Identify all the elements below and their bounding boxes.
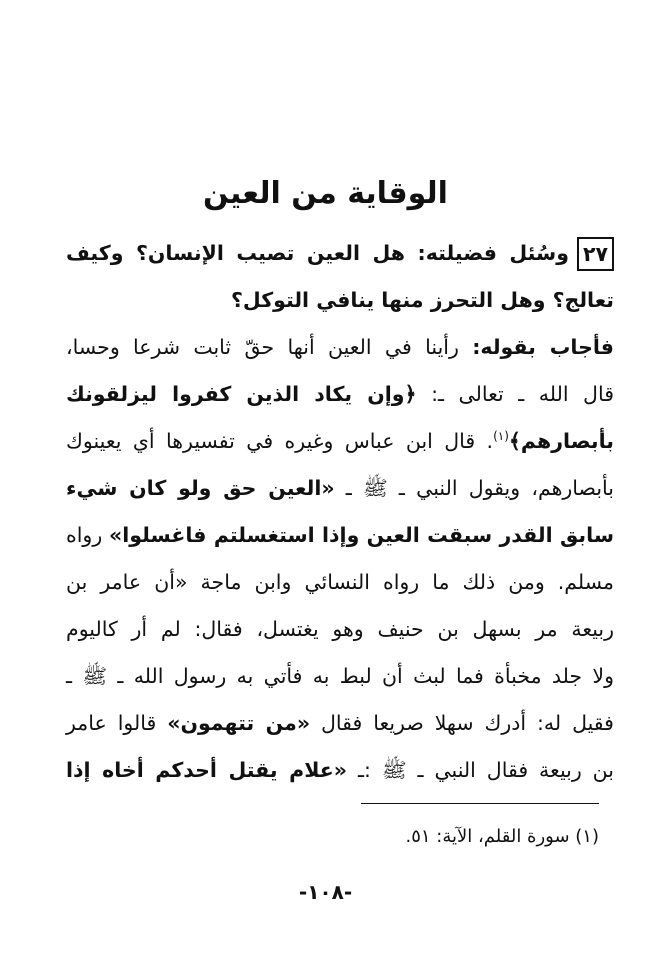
answer-lead: فأجاب بقوله: xyxy=(472,335,614,359)
text-line-9 xyxy=(66,606,614,653)
hadith-quote: «من تتهمون» xyxy=(167,711,311,735)
quran-quote: بأبصارهم﴾ xyxy=(508,429,614,453)
section-title: الوقاية من العين xyxy=(203,176,448,211)
answer-text: رأينا في العين أنها حقّ ثابت شرعا وحسا، xyxy=(66,335,459,359)
quran-quote: ﴿وإن يكاد الذين كفروا ليزلقونك xyxy=(66,382,417,406)
answer-text: مسلم. ومن ذلك ما رواه النسائي وابن ماجة «أن عامر بن xyxy=(66,570,614,594)
text-line-7 xyxy=(66,512,614,559)
hadith-quote: سابق القدر سبقت العين وإذا استغسلتم فاغسلوا» xyxy=(109,523,614,547)
text-line-11 xyxy=(66,700,614,747)
text-line-10 xyxy=(66,653,614,700)
answer-text: . قال ابن عباس وغيره في تفسيرها أي يعينوك xyxy=(66,429,494,453)
text-line-5 xyxy=(66,418,614,465)
text-line-3 xyxy=(66,324,614,371)
text-line-2 xyxy=(66,277,614,324)
text-line-6 xyxy=(66,465,614,512)
question-number: ٢٧ xyxy=(577,237,614,271)
page-number: -١٠٨- xyxy=(298,880,353,904)
answer-text: ولا جلد مخبأة فما لبث أن لبط به فأتي به رسول الله ـ ﷺ ـ xyxy=(66,664,614,688)
text-line-8 xyxy=(66,559,614,606)
question-line-1: وسُئل فضيلته: هل العين تصيب الإنسان؟ وكيف xyxy=(66,241,569,265)
answer-text: فقيل له: أدرك سهلا صريعا فقال xyxy=(320,711,614,735)
text-line-12 xyxy=(66,747,614,794)
answer-text: بأبصارهم، ويقول النبي ـ ﷺ ـ xyxy=(345,476,614,500)
footnote-reference: (١) xyxy=(493,429,509,444)
answer-text: قال الله ـ تعالى ـ: xyxy=(431,382,614,406)
footnote: (١) سورة القلم، الآية: ٥١. xyxy=(405,826,599,847)
text-line-4 xyxy=(66,371,614,418)
hadith-quote: «علام يقتل أحدكم أخاه إذا xyxy=(66,758,348,782)
answer-text: بن ربيعة فقال النبي ـ ﷺ :ـ xyxy=(357,758,614,782)
hadith-quote: «العين حق ولو كان شيء xyxy=(66,476,335,500)
answer-text: رواه xyxy=(66,523,103,547)
answer-text: ربيعة مر بسهل بن حنيف وهو يغتسل، فقال: لم أر كاليوم xyxy=(66,617,614,641)
footnote-divider xyxy=(361,803,599,804)
text-line-1 xyxy=(66,230,614,277)
question-line-2: تعالج؟ وهل التحرز منها ينافي التوكل؟ xyxy=(231,288,614,312)
answer-text: قالوا عامر xyxy=(66,711,157,735)
text-body xyxy=(66,230,614,794)
